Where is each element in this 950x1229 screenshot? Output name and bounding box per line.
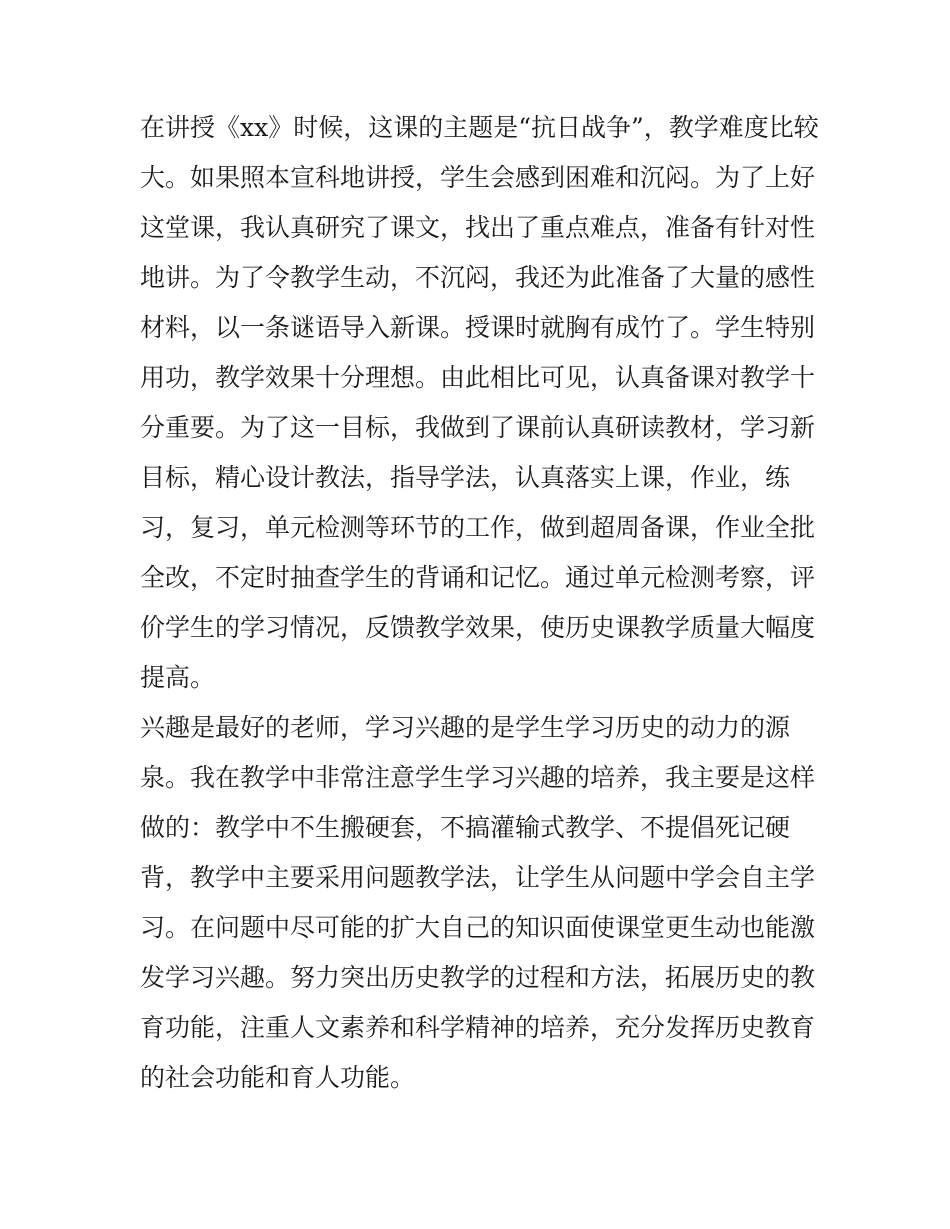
paragraph-2-line-4: 背，教学中主要采用问题教学法，让学生从问题中学会自主学 [140,863,816,892]
paragraph-2-line-5: 习。在问题中尽可能的扩大自己的知识面使课堂更生动也能激 [140,913,816,942]
paragraph-2-line-7: 育功能，注重人文素养和科学精神的培养，充分发挥历史教育 [140,1013,816,1042]
paragraph-1-line-9: 习，复习，单元检测等环节的工作，做到超周备课，作业全批 [140,513,816,542]
paragraph-2-line-8: 的社会功能和育人功能。 [140,1063,416,1092]
paragraph-1-line-3: 这堂课，我认真研究了课文，找出了重点难点，准备有针对性 [140,213,816,242]
paragraph-1-line-11: 价学生的学习情况，反馈教学效果，使历史课教学质量大幅度 [140,613,816,642]
paragraph-1-line-1: 在讲授《xx》时候，这课的主题是“抗日战争”，教学难度比较 [140,113,819,142]
paragraph-1-line-8: 目标，精心设计教法，指导学法，认真落实上课，作业，练 [140,463,791,492]
paragraph-2-line-3: 做的：教学中不生搬硬套，不搞灌输式教学、不提倡死记硬 [140,813,791,842]
paragraph-1-line-6: 用功，教学效果十分理想。由此相比可见，认真备课对教学十 [140,363,816,392]
paragraph-1-line-12: 提高。 [140,663,216,692]
paragraph-1-line-2: 大。如果照本宣科地讲授，学生会感到困难和沉闷。为了上好 [140,163,816,192]
paragraph-2-line-2: 泉。我在教学中非常注意学生学习兴趣的培养，我主要是这样 [140,763,816,792]
paragraph-2-line-6: 发学习兴趣。努力突出历史教学的过程和方法，拓展历史的教 [140,963,816,992]
paragraph-1-line-5: 材料，以一条谜语导入新课。授课时就胸有成竹了。学生特别 [140,313,816,342]
paragraph-1-line-4: 地讲。为了令教学生动，不沉闷，我还为此准备了大量的感性 [140,263,816,292]
paragraph-1-line-7: 分重要。为了这一目标，我做到了课前认真研读教材，学习新 [140,413,816,442]
paragraph-2-line-1: 兴趣是最好的老师，学习兴趣的是学生学习历史的动力的源 [140,713,791,742]
paragraph-1-line-10: 全改，不定时抽查学生的背诵和记忆。通过单元检测考察，评 [140,563,816,592]
